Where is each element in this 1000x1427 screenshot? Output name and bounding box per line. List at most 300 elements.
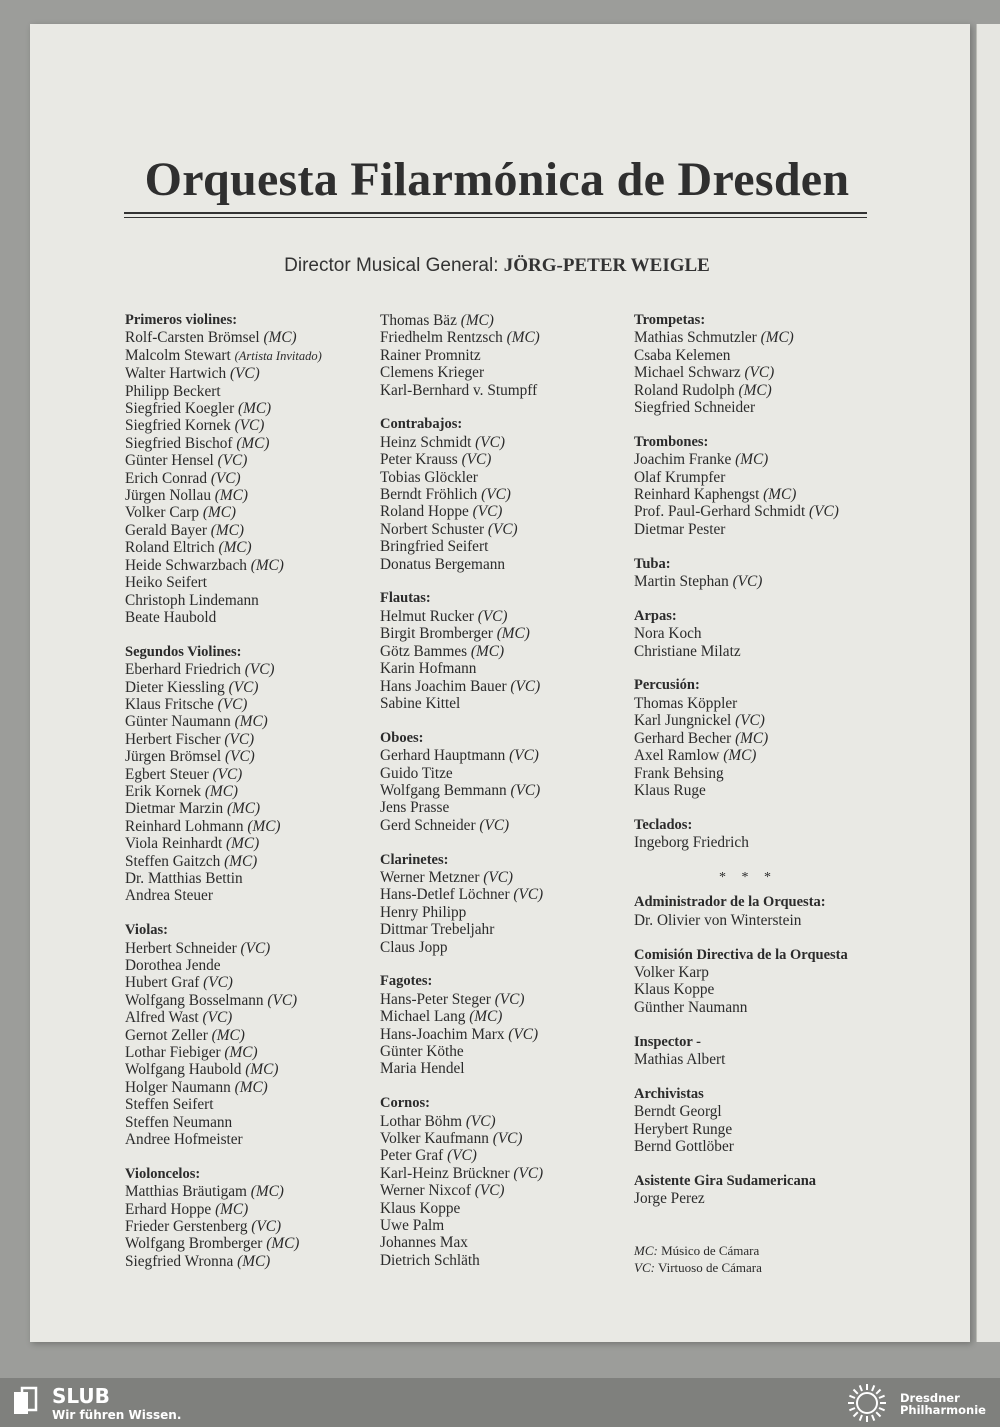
staff-heading: Asistente Gira Sudamericana (634, 1172, 817, 1189)
musician-title: (MC) (738, 381, 772, 399)
musician-row (380, 1060, 625, 1077)
musician-row (380, 451, 625, 468)
musician-row (634, 712, 884, 729)
musician-row (125, 800, 370, 817)
musician-title: (VC) (217, 695, 248, 713)
staff-heading: Inspector - (634, 1033, 701, 1050)
musician-title: (MC) (245, 1061, 279, 1079)
musician-name: Dietrich Schläth (380, 1251, 480, 1269)
musician-name: Holger Naumann (125, 1078, 235, 1096)
musician-name: Michael Schwarz (634, 364, 745, 382)
musician-row (125, 870, 370, 887)
musician-name: Heide Schwarzbach (125, 556, 251, 574)
musician-title: (VC) (240, 939, 271, 957)
musician-name: Philipp Beckert (125, 382, 221, 400)
musician-title: (MC) (202, 504, 237, 522)
musician-name: Wolfgang Haubold (125, 1061, 246, 1079)
musician-name: Erik Kornek (125, 782, 205, 800)
musician-title: (VC) (217, 452, 248, 470)
section-heading: Percusión: (634, 677, 700, 694)
musician-title: (VC) (234, 417, 265, 435)
musician-title: (VC) (244, 661, 275, 679)
musician-name: Gerhard Becher (634, 729, 736, 747)
musician-name: Reinhard Kaphengst (634, 486, 764, 504)
roster-section (634, 608, 884, 660)
musician-row (380, 799, 625, 816)
section-list (634, 312, 884, 852)
musician-title: (VC) (475, 433, 505, 451)
adjacent-page-edge (976, 24, 1000, 1342)
section-heading: Flautas: (380, 590, 431, 607)
musician-row (125, 1114, 370, 1131)
roster-section (125, 1166, 370, 1270)
musician-row (125, 383, 370, 400)
musician-title: (VC) (487, 520, 518, 538)
musician-title: (VC) (481, 486, 511, 504)
musician-row (380, 382, 625, 399)
staff-name: Mathias Albert (634, 1050, 726, 1068)
staff-list (634, 894, 884, 1207)
musician-title: (MC) (214, 487, 248, 505)
musician-name: Wolfgang Bosselmann (125, 991, 268, 1009)
musician-title: (MC) (204, 782, 239, 800)
musician-name: Heiko Seifert (125, 574, 207, 592)
musician-row (125, 400, 370, 417)
musician-row (634, 625, 884, 642)
staff-name: Volker Karp (634, 963, 709, 981)
musician-title: (VC) (472, 503, 503, 521)
page-title: Orquesta Filarmónica de Dresden (144, 153, 850, 206)
musician-row (380, 817, 625, 834)
musician-name: Egbert Steuer (125, 765, 213, 783)
musician-row (125, 679, 370, 696)
roster-section (380, 312, 625, 399)
musician-name: Siegfried Kornek (125, 417, 235, 435)
section-heading: Segundos Violines: (125, 643, 242, 660)
roster-section (125, 644, 370, 905)
musician-name: Malcolm Stewart (125, 346, 235, 364)
musician-name: Gernot Zeller (125, 1026, 212, 1044)
musician-name: Friedhelm Rentzsch (380, 329, 507, 347)
musician-row (125, 435, 370, 452)
section-heading: Trombones: (634, 433, 709, 450)
musician-title: (VC) (735, 712, 765, 730)
staff-section (634, 894, 884, 929)
musician-title: (VC) (483, 868, 513, 886)
roster-column-2 (380, 312, 625, 1287)
musician-row (634, 347, 884, 364)
musician-row (380, 886, 625, 903)
legend-text: Músico de Cámara (661, 1242, 760, 1258)
musician-name: Siegfried Bischof (125, 434, 237, 452)
musician-name: Lothar Fiebiger (125, 1044, 225, 1062)
roster-section (380, 973, 625, 1077)
musician-title: (VC) (210, 469, 241, 487)
staff-heading: Comisión Directiva de la Orquesta (634, 946, 848, 963)
musician-name: Donatus Bergemann (380, 555, 506, 573)
musician-row (125, 417, 370, 434)
musician-name: Götz Bammes (380, 642, 471, 660)
musician-title: (VC) (492, 1130, 523, 1147)
musician-row (380, 643, 625, 660)
musician-row (125, 1253, 370, 1270)
musician-name: Hans-Peter Steger (380, 990, 495, 1008)
musician-row (380, 695, 625, 712)
musician-name: Wolfgang Bromberger (125, 1235, 267, 1253)
musician-row (125, 661, 370, 678)
musician-row (380, 469, 625, 486)
musician-title: (MC) (210, 521, 244, 539)
musician-name: Roland Hoppe (380, 503, 473, 521)
musician-row (380, 556, 625, 573)
musician-row (380, 347, 625, 364)
musician-name: Steffen Neumann (125, 1113, 233, 1131)
musician-row (634, 503, 884, 520)
musician-title: (VC) (203, 974, 233, 992)
musician-title: (MC) (218, 539, 252, 557)
musician-name: Dieter Kiessling (125, 678, 229, 696)
musician-row (125, 452, 370, 469)
musician-name: Maria Hendel (380, 1060, 465, 1078)
musician-title: (MC) (226, 835, 260, 853)
staff-name: Herybert Runge (634, 1120, 733, 1138)
musician-row (125, 1027, 370, 1044)
musician-name: Günter Hensel (125, 452, 218, 470)
musician-row (634, 730, 884, 747)
section-divider-stars: * * * (719, 869, 777, 885)
musician-name: Wolfgang Bemmann (380, 781, 511, 799)
musician-name: Beate Haubold (125, 608, 217, 626)
musician-row (125, 592, 370, 609)
musician-name: Volker Carp (125, 504, 203, 522)
roster-section (380, 730, 625, 834)
musician-row (125, 470, 370, 487)
musician-title: (VC) (494, 990, 525, 1008)
roster-section (125, 312, 370, 626)
musician-title: (MC) (224, 852, 258, 870)
musician-name: Walter Hartwich (125, 365, 230, 383)
musician-title: (MC) (496, 625, 530, 643)
musician-title: (VC) (202, 1009, 233, 1027)
director-name: JÖRG-PETER WEIGLE (503, 255, 710, 276)
musician-name: Thomas Köppler (634, 694, 738, 712)
musician-row (125, 748, 370, 765)
roster-section (380, 1095, 625, 1269)
section-heading: Cornos: (380, 1095, 430, 1112)
musician-title: (MC) (250, 556, 284, 574)
staff-name: Bernd Gottlöber (634, 1137, 734, 1155)
musician-row (125, 731, 370, 748)
musician-row (634, 782, 884, 799)
musician-row (380, 1200, 625, 1217)
musician-row (380, 1217, 625, 1234)
roster-section (634, 312, 884, 416)
staff-name: Günther Naumann (634, 998, 748, 1016)
musician-name: Nora Koch (634, 625, 702, 643)
roster-section (634, 434, 884, 538)
slub-tagline: Wir führen Wissen. (52, 1408, 182, 1422)
musician-row (634, 486, 884, 503)
musician-title: (VC) (224, 730, 255, 748)
musician-row (125, 504, 370, 521)
musician-row (125, 1009, 370, 1026)
musician-name: Klaus Koppe (380, 1199, 461, 1217)
staff-section (634, 1034, 884, 1069)
musician-row (380, 1008, 625, 1025)
musician-title: (MC) (763, 486, 797, 504)
section-heading: Primeros violines: (125, 312, 238, 328)
musician-name: Henry Philipp (380, 903, 467, 921)
musician-row (125, 1061, 370, 1078)
musician-row (380, 503, 625, 520)
musician-title: (MC) (266, 1235, 300, 1253)
musician-name: Alfred Wast (125, 1009, 203, 1027)
musician-row (380, 312, 625, 329)
musician-name: Frank Behsing (634, 764, 724, 782)
musician-title: (MC) (224, 1044, 258, 1062)
musician-name: Norbert Schuster (380, 520, 488, 538)
musician-name: Matthias Bräutigam (125, 1183, 251, 1201)
roster-section (125, 922, 370, 1148)
musician-row (380, 329, 625, 346)
musician-title: (VC) (510, 781, 541, 799)
staff-name: Klaus Koppe (634, 981, 715, 999)
music-director-line (0, 255, 994, 277)
musician-title: (MC) (238, 400, 272, 418)
section-heading: Tuba: (634, 555, 671, 572)
musician-title: (VC) (474, 1182, 505, 1200)
section-heading: Violoncelos: (125, 1165, 201, 1182)
musician-row (380, 1252, 625, 1269)
musician-name: Ingeborg Friedrich (634, 834, 749, 852)
musician-name: Jens Prasse (380, 799, 450, 817)
musician-name: Dietmar Marzin (125, 800, 227, 818)
musician-name: Viola Reinhardt (125, 835, 227, 853)
section-heading: Arpas: (634, 607, 677, 624)
musician-row (125, 1079, 370, 1096)
musician-name: Rainer Promnitz (380, 346, 481, 364)
musician-name: Gerald Bayer (125, 521, 211, 539)
legend-item (634, 1259, 884, 1277)
musician-row (125, 365, 370, 382)
musician-row (125, 835, 370, 852)
section-heading: Violas: (125, 922, 168, 939)
musician-row (634, 451, 884, 468)
musician-row (125, 557, 370, 574)
musician-name: Eberhard Friedrich (125, 661, 245, 679)
musician-name: Klaus Ruge (634, 781, 706, 799)
musician-name: Jürgen Nollau (125, 487, 215, 505)
musician-title: (VC) (479, 816, 510, 834)
musician-row (380, 1147, 625, 1164)
musician-name: Gerd Schneider (380, 816, 480, 834)
musician-title: (MC) (215, 1200, 249, 1218)
musician-row (634, 399, 884, 416)
musician-row (125, 940, 370, 957)
musician-row (125, 992, 370, 1009)
musician-name: Uwe Palm (380, 1217, 445, 1235)
musician-row (125, 522, 370, 539)
musician-row (380, 1130, 625, 1147)
musician-name: Hans-Joachim Marx (380, 1025, 509, 1043)
musician-name: Günter Köthe (380, 1042, 464, 1060)
musician-name: Mathias Schmutzler (634, 329, 761, 347)
musician-name: Roland Rudolph (634, 381, 739, 399)
musician-row (125, 766, 370, 783)
musician-title: (VC) (461, 451, 492, 469)
staff-name: Berndt Georgl (634, 1103, 722, 1121)
musician-title: (VC) (509, 747, 539, 765)
musician-row (125, 783, 370, 800)
musician-name: Günter Naumann (125, 713, 235, 731)
musician-title: (VC) (508, 1025, 539, 1043)
musician-name: Andrea Steuer (125, 887, 213, 905)
musician-row (380, 538, 625, 555)
musician-title: (VC) (809, 503, 839, 521)
staff-name: Jorge Perez (634, 1190, 705, 1208)
musician-row (380, 1026, 625, 1043)
musician-title: (VC) (513, 886, 544, 904)
musician-name: Thomas Bäz (380, 312, 461, 329)
roster-section (380, 590, 625, 712)
musician-name: Prof. Paul-Gerhard Schmidt (634, 503, 810, 521)
musician-name: Werner Metzner (380, 868, 484, 886)
roster-column-3 (634, 312, 884, 1277)
slub-logo-icon (12, 1386, 40, 1416)
musician-name: Reinhard Lohmann (125, 817, 248, 835)
musician-row (125, 713, 370, 730)
musician-title: (VC) (732, 573, 763, 591)
philharmonie-name: Dresdner Philharmonie (900, 1391, 986, 1417)
musician-title: (MC) (247, 817, 281, 835)
musician-title: (VC) (477, 607, 508, 625)
musician-name: Karl-Heinz Brückner (380, 1164, 514, 1182)
musician-name: Peter Graf (380, 1147, 448, 1165)
musician-name: Hans Joachim Bauer (380, 677, 511, 695)
musician-title: (VC) (267, 991, 298, 1009)
section-heading: Contrabajos: (380, 416, 463, 433)
musician-name: Dietmar Pester (634, 520, 726, 538)
legend-abbr: MC: (634, 1242, 658, 1258)
musician-row (380, 904, 625, 921)
musician-row (380, 1182, 625, 1199)
musician-row (634, 765, 884, 782)
musician-row (125, 853, 370, 870)
musician-title: (VC) (447, 1147, 477, 1165)
musician-title: (VC) (228, 678, 259, 696)
musician-row (634, 329, 884, 346)
musician-name: Christoph Lindemann (125, 591, 259, 609)
musician-name: Hans-Detlef Löchner (380, 886, 514, 904)
musician-name: Siegfried Schneider (634, 399, 756, 417)
musician-title: (VC) (744, 364, 775, 382)
musician-row (125, 1044, 370, 1061)
musician-row (125, 887, 370, 904)
musician-title: (VC) (229, 365, 260, 383)
musician-title: (MC) (211, 1026, 245, 1044)
musician-name: Olaf Krumpfer (634, 468, 726, 486)
musician-row (380, 991, 625, 1008)
musician-name: Steffen Seifert (125, 1096, 214, 1114)
abbreviation-legend (634, 1242, 884, 1277)
musician-title: (VC) (251, 1218, 282, 1236)
musician-row (125, 957, 370, 974)
musician-name: Klaus Fritsche (125, 695, 218, 713)
musician-title: (MC) (735, 451, 769, 469)
musician-row (380, 765, 625, 782)
musician-row (380, 608, 625, 625)
musician-row (380, 660, 625, 677)
legend-item (634, 1242, 884, 1260)
musician-row (125, 609, 370, 626)
musician-name: Jürgen Brömsel (125, 748, 225, 766)
staff-name: Dr. Olivier von Winterstein (634, 911, 802, 929)
musician-row (380, 625, 625, 642)
musician-name: Erich Conrad (125, 469, 211, 487)
musician-title: (VC) (513, 1164, 544, 1182)
musician-row (380, 1234, 625, 1251)
musician-row (634, 521, 884, 538)
musician-row (380, 1113, 625, 1130)
staff-section (634, 1086, 884, 1156)
musician-row (125, 1235, 370, 1252)
musician-name: Gerhard Hauptmann (380, 747, 510, 765)
musician-name: Frieder Gerstenberg (125, 1218, 252, 1236)
musician-row (125, 696, 370, 713)
musician-title: (MC) (735, 729, 769, 747)
musician-name: Siegfried Koegler (125, 400, 238, 418)
musician-row (125, 818, 370, 835)
musician-row (380, 521, 625, 538)
musician-title: (Artista Invitado) (234, 348, 322, 363)
musician-row (125, 974, 370, 991)
musician-row (634, 364, 884, 381)
musician-title: (VC) (225, 748, 255, 766)
musician-name: Dorothea Jende (125, 957, 221, 974)
section-heading: Trompetas: (634, 312, 706, 328)
musician-row (125, 487, 370, 504)
musician-row (125, 347, 370, 365)
musician-name: Helmut Rucker (380, 607, 478, 625)
musician-row (380, 434, 625, 451)
musician-name: Werner Nixcof (380, 1182, 475, 1200)
section-heading: Clarinetes: (380, 851, 449, 868)
musician-name: Joachim Franke (634, 451, 736, 469)
musician-name: Dr. Matthias Bettin (125, 869, 243, 887)
musician-name: Clemens Krieger (380, 364, 485, 382)
roster-section (380, 416, 625, 573)
section-heading: Fagotes: (380, 973, 433, 990)
philharmonie-logo-icon (846, 1382, 888, 1424)
musician-name: Andree Hofmeister (125, 1131, 243, 1149)
staff-section (634, 947, 884, 1017)
musician-title: (VC) (212, 765, 243, 783)
musician-title: (MC) (469, 1008, 503, 1026)
musician-title: (VC) (510, 677, 541, 695)
musician-row (125, 1183, 370, 1200)
staff-heading: Archivistas (634, 1085, 704, 1102)
musician-row (380, 782, 625, 799)
musician-row (380, 1043, 625, 1060)
roster-section (634, 677, 884, 799)
musician-row (380, 486, 625, 503)
section-heading: Teclados: (634, 816, 693, 833)
musician-name: Hubert Graf (125, 974, 204, 992)
roster-section (634, 817, 884, 852)
musician-name: Berndt Fröhlich (380, 486, 482, 504)
musician-title: (MC) (506, 329, 540, 347)
musician-title: (MC) (723, 747, 757, 765)
